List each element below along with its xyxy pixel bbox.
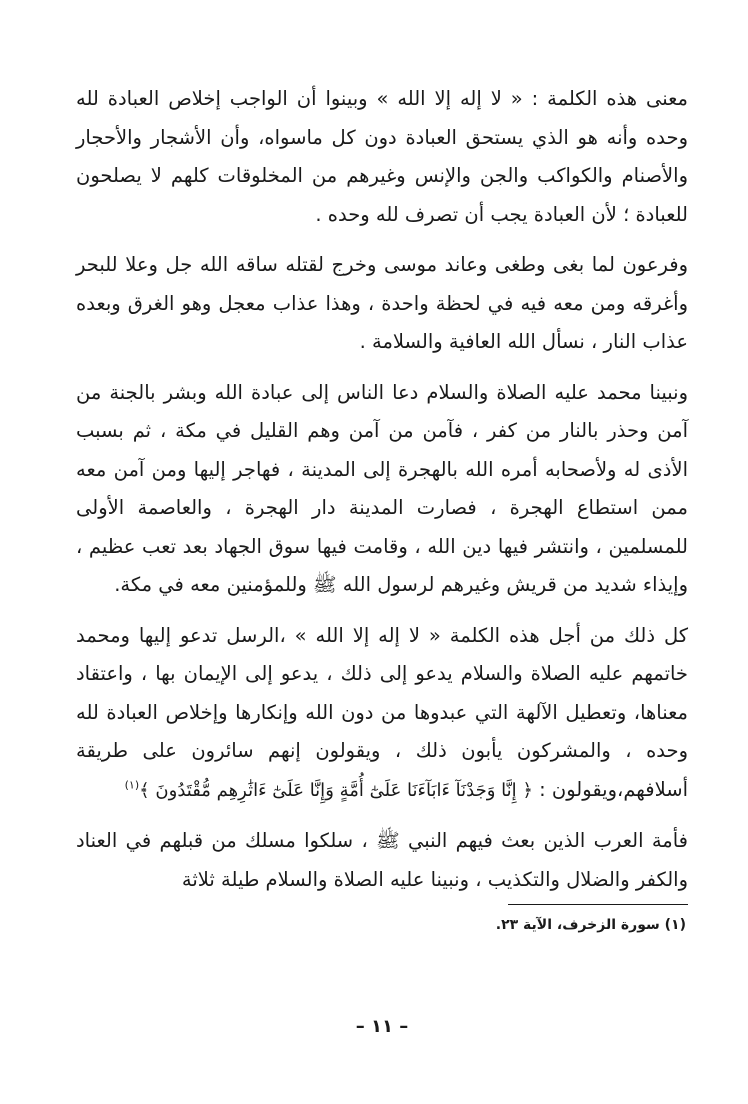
quran-verse: ﴿ إِنَّا وَجَدْنَآ ءَابَآءَنَا عَلَىٰٓ أُمَّةٍ وَإِنَّا عَلَىٰٓ ءَاثَٰرِهِم مُّقْتَدُونَ ﴾ (139, 779, 533, 801)
paragraph-quran-quote (76, 617, 688, 811)
document-page (76, 80, 688, 1080)
paragraph-pharaoh: وفرعون لما بغى وطغى وعاند موسى وخرج لقتله ساقه الله جل وعلا للبحر وأغرقه ومن معه فيه في لحظة واحدة ، وهذا عذاب معجل وهو الغرق وبعده عذاب النار ، نسأل الله العافية والسلامة . (76, 253, 688, 353)
paragraph-prophet-hijra: ونبينا محمد عليه الصلاة والسلام دعا الناس إلى عبادة الله وبشر بالجنة من آمن وحذر بالنار من كفر ، فآمن من آمن وهم القليل في مكة ، ثم بسبب الأذى له ولأصحابه أمره الله بالهجرة إلى المدينة ، فهاجر إليها ومن آمن معه ممن استطاع الهجرة ، فصارت المدينة دار الهجرة ، والعاصمة الأولى للمسلمين ، وانتشر فيها دين الله ، وقامت فيها سوق الجهاد بعد تعب عظيم ، وإيذاء شديد من قريش وغيرهم لرسول الله ﷺ وللمؤمنين معه في مكة. (76, 380, 688, 596)
footnote-divider (508, 904, 688, 905)
footnote-reference: (١) (124, 778, 140, 791)
footnote-text: (١) سورة الزخرف، الآية ٢٣. (495, 917, 686, 933)
page-number: – ١١ – (355, 1016, 409, 1037)
quote-paragraph-text: كل ذلك من أجل هذه الكلمة « لا إله إلا الله » ،الرسل تدعو إليها ومحمد خاتمهم عليه الصلاة والسلام يدعو إلى ذلك ، يدعو إلى الإيمان بها ، واعتقاد معناها، وتعطيل الآلهة التي عبدوها من دون الله وإنكارها وإخلاص العبادة لله وحده ، والمشركون يأبون ذلك ، ويقولون إنهم سائرون على طريقة أسلافهم،ويقولون : (76, 623, 688, 801)
paragraph-arab-nation: فأمة العرب الذين بعث فيهم النبي ﷺ ، سلكوا مسلك من قبلهم في العناد والكفر والضلال والتكذيب ، ونبينا عليه الصلاة والسلام طيلة ثلاثة (76, 829, 688, 891)
paragraph-kalima-meaning: معنى هذه الكلمة : « لا إله إلا الله » وبينوا أن الواجب إخلاص العبادة لله وحده وأنه هو الذي يستحق العبادة دون كل ماسواه، وأن الأشجار والأحجار والأصنام والكواكب والجن والإنس وغيرهم من المخلوقات كلهم لا يصلحون للعبادة ؛ لأن العبادة يجب أن تصرف لله وحده . (76, 87, 688, 226)
